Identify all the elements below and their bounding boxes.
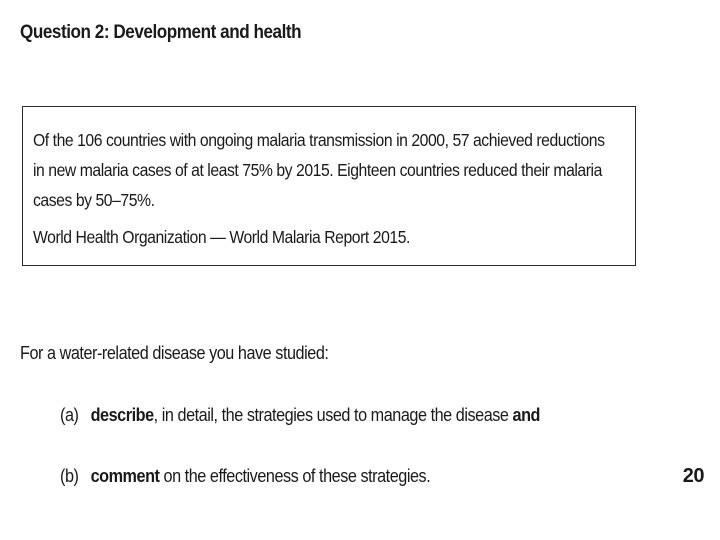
question-prompt: For a water-related disease you have studied: [20, 343, 329, 363]
source-citation: World Health Organization — World Malaria Report 2015. [33, 227, 410, 247]
question-part-b [60, 466, 430, 487]
source-box [22, 106, 636, 266]
connector-word: and [512, 405, 541, 425]
part-label: (b) [60, 466, 79, 486]
command-word: describe [90, 405, 154, 425]
part-label: (a) [60, 405, 79, 425]
question-heading: Question 2: Development and health [20, 22, 302, 43]
part-text: , in detail, the strategies used to manage the disease [153, 405, 513, 425]
question-part-a [60, 405, 540, 426]
command-word: comment [90, 466, 160, 486]
source-text: Of the 106 countries with ongoing malaria transmission in 2000, 57 achieved reductions in new malaria cases of at least 75% by 2015. Eighteen countries reduced their malaria cases by 50–75%. [33, 130, 605, 210]
marks-allocation: 20 [682, 465, 704, 487]
part-text: on the effectiveness of these strategies. [159, 466, 431, 486]
